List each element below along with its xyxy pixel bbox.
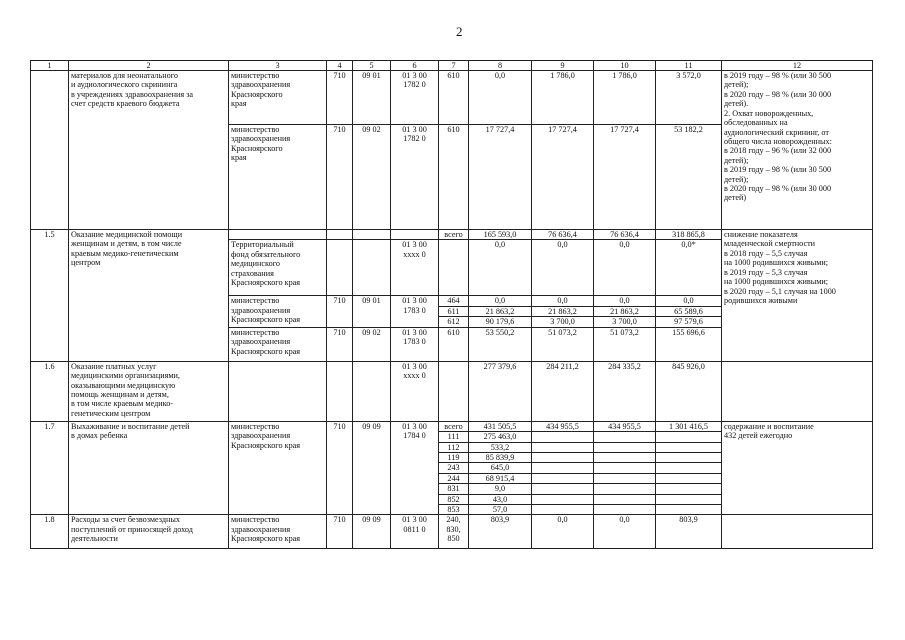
cell-c7: 612 [439,317,469,327]
cell-c7: 831 [439,484,469,494]
cell-c10: 0,0 [594,515,656,549]
cell-c7: всего [439,421,469,431]
cell-c7: 243 [439,463,469,473]
cell-c10: 0,0 [594,240,656,296]
cell-c7: 611 [439,306,469,316]
cell-c6: 01 3 00 1783 0 [391,296,439,327]
table-row [31,71,873,125]
cell-c5: 09 01 [353,71,391,125]
cell-c9: 284 211,2 [532,361,594,421]
cell-c11: 803,9 [656,515,722,549]
cell-c10: 1 786,0 [594,71,656,125]
cell-c7: 244 [439,473,469,483]
cell-c5: 09 09 [353,421,391,515]
item-number: 1.5 [31,230,69,362]
expected-result: снижение показателя младенческой смертности в 2018 году – 5,5 случая на 1000 родившихся живыми; в 2019 году – 5,3 случая на 1000 родившихся живыми; в 2020 году – 5,1 случая на 1000 родившихся живыми [722,230,873,362]
cell-c11: 1 301 416,5 [656,421,722,431]
cell-c8: 85 839,9 [469,452,532,462]
cell-c7: 610 [439,125,469,230]
item-name: Выхаживание и воспитание детей в домах ребенка [69,421,229,515]
cell-c8: 533,2 [469,442,532,452]
cell-c8: 277 379,6 [469,361,532,421]
cell-c10: 76 636,4 [594,230,656,240]
cell-c6: 01 3 00 1784 0 [391,421,439,515]
cell-c10: 21 863,2 [594,306,656,316]
col-header: 1 [31,61,69,71]
cell-c9: 21 863,2 [532,306,594,316]
cell-c4: 710 [327,125,353,230]
table-row [31,421,873,431]
cell-c8: 21 863,2 [469,306,532,316]
cell-c8: 57,0 [469,505,532,515]
cell-c9: 51 073,2 [532,327,594,361]
organization: министерство здравоохранения Красноярского края [229,515,327,549]
cell-c8: 275 463,0 [469,432,532,442]
cell-c8: 90 179,6 [469,317,532,327]
cell-c7: 240, 830, 850 [439,515,469,549]
cell-c9: 0,0 [532,515,594,549]
cell-c9: 0,0 [532,296,594,306]
cell-c10: 17 727,4 [594,125,656,230]
cell-c8: 431 505,5 [469,421,532,431]
col-header: 8 [469,61,532,71]
cell-c6: 01 3 00 xxxx 0 [391,240,439,296]
table-row [31,515,873,549]
cell-c4: 710 [327,71,353,125]
organization: министерство здравоохранения Красноярского края [229,125,327,230]
col-header: 12 [722,61,873,71]
col-header: 3 [229,61,327,71]
col-header: 9 [532,61,594,71]
cell-c8: 0,0 [469,296,532,306]
col-header: 5 [353,61,391,71]
cell-c8: 645,0 [469,463,532,473]
table-row [31,361,873,421]
cell-c9: 0,0 [532,240,594,296]
item-number: 1.6 [31,361,69,421]
table-row [31,230,873,240]
header-row [31,61,873,71]
cell-c8: 17 727,4 [469,125,532,230]
organization: министерство здравоохранения Красноярского края [229,296,327,327]
col-header: 6 [391,61,439,71]
col-header: 4 [327,61,353,71]
col-header: 10 [594,61,656,71]
cell-c8: 53 550,2 [469,327,532,361]
expected-result: содержание и воспитание 432 детей ежегодно [722,421,873,515]
cell-c8: 0,0 [469,240,532,296]
cell-c6: 01 3 00 xxxx 0 [391,361,439,421]
item-number: 1.7 [31,421,69,515]
organization: министерство здравоохранения Красноярского края [229,71,327,125]
cell-c5: 09 01 [353,296,391,327]
cell-c7: всего [439,230,469,240]
cell-c9: 434 955,5 [532,421,594,431]
cell-c6: 01 3 00 0811 0 [391,515,439,549]
cell-c7: 610 [439,327,469,361]
cell-c11: 65 589,6 [656,306,722,316]
item-name: материалов для неонатального и аудиологического скрининга в учреждениях здравоохранения за счет средств краевого бюджета [69,71,229,230]
cell-c11: 155 696,6 [656,327,722,361]
cell-c8: 9,0 [469,484,532,494]
cell-c6: 01 3 00 1782 0 [391,71,439,125]
cell-c4: 710 [327,296,353,327]
cell-c9: 1 786,0 [532,71,594,125]
cell-c5: 09 09 [353,515,391,549]
item-name: Оказание платных услуг медицинскими организациями, оказывающими медицинскую помощь женщинам и детям, в том числе краевым медико- генетическим центром [69,361,229,421]
cell-c8: 0,0 [469,71,532,125]
item-name: Расходы за счет безвозмездных поступлений от приносящей доход деятельности [69,515,229,549]
cell-c9: 3 700,0 [532,317,594,327]
page-number: 2 [456,24,463,39]
cell-c10: 51 073,2 [594,327,656,361]
cell-c7: 119 [439,452,469,462]
item-number: 1.8 [31,515,69,549]
cell-c6: 01 3 00 1782 0 [391,125,439,230]
cell-c9: 17 727,4 [532,125,594,230]
cell-c7: 853 [439,505,469,515]
cell-c7: 610 [439,71,469,125]
cell-c10: 0,0 [594,296,656,306]
cell-c11: 97 579,6 [656,317,722,327]
organization: министерство здравоохранения Красноярского края [229,327,327,361]
item-name: Оказание медицинской помощи женщинам и детям, в том числе краевым медико-генетическим центром [69,230,229,362]
expected-result: в 2019 году – 98 % (или 30 500 детей); в 2020 году – 98 % (или 30 000 детей). 2. Охват новорожденных, обследованных на аудиологический скрининг, от общего числа новорожденных: в 2018 году – 96 % (или 32 000 детей); в 2019 году – 98 % (или 30 500 детей); в 2020 году – 98 % (или 30 000 детей) [722,71,873,230]
cell-c8: 68 915,4 [469,473,532,483]
cell-c5: 09 02 [353,327,391,361]
cell-c7: 112 [439,442,469,452]
cell-c9: 76 636,4 [532,230,594,240]
cell-c11: 0,0* [656,240,722,296]
cell-c4: 710 [327,421,353,515]
cell-c11: 3 572,0 [656,71,722,125]
cell-c8: 165 593,0 [469,230,532,240]
cell-c4: 710 [327,327,353,361]
cell-c11: 53 182,2 [656,125,722,230]
cell-c11: 0,0 [656,296,722,306]
cell-c11: 845 926,0 [656,361,722,421]
cell-c5: 09 02 [353,125,391,230]
cell-c11: 318 865,8 [656,230,722,240]
col-header: 7 [439,61,469,71]
cell-c6: 01 3 00 1783 0 [391,327,439,361]
cell-c8: 43,0 [469,494,532,504]
cell-c7: 464 [439,296,469,306]
col-header: 11 [656,61,722,71]
cell-c4: 710 [327,515,353,549]
organization: Территориальный фонд обязательного медицинского страхования Красноярского края [229,240,327,296]
organization: министерство здравоохранения Красноярского края [229,421,327,515]
cell-c7: 852 [439,494,469,504]
cell-c10: 284 335,2 [594,361,656,421]
cell-c7: 111 [439,432,469,442]
cell-c8: 803,9 [469,515,532,549]
cell-c10: 434 955,5 [594,421,656,431]
cell-c10: 3 700,0 [594,317,656,327]
col-header: 2 [69,61,229,71]
budget-table [30,60,873,549]
